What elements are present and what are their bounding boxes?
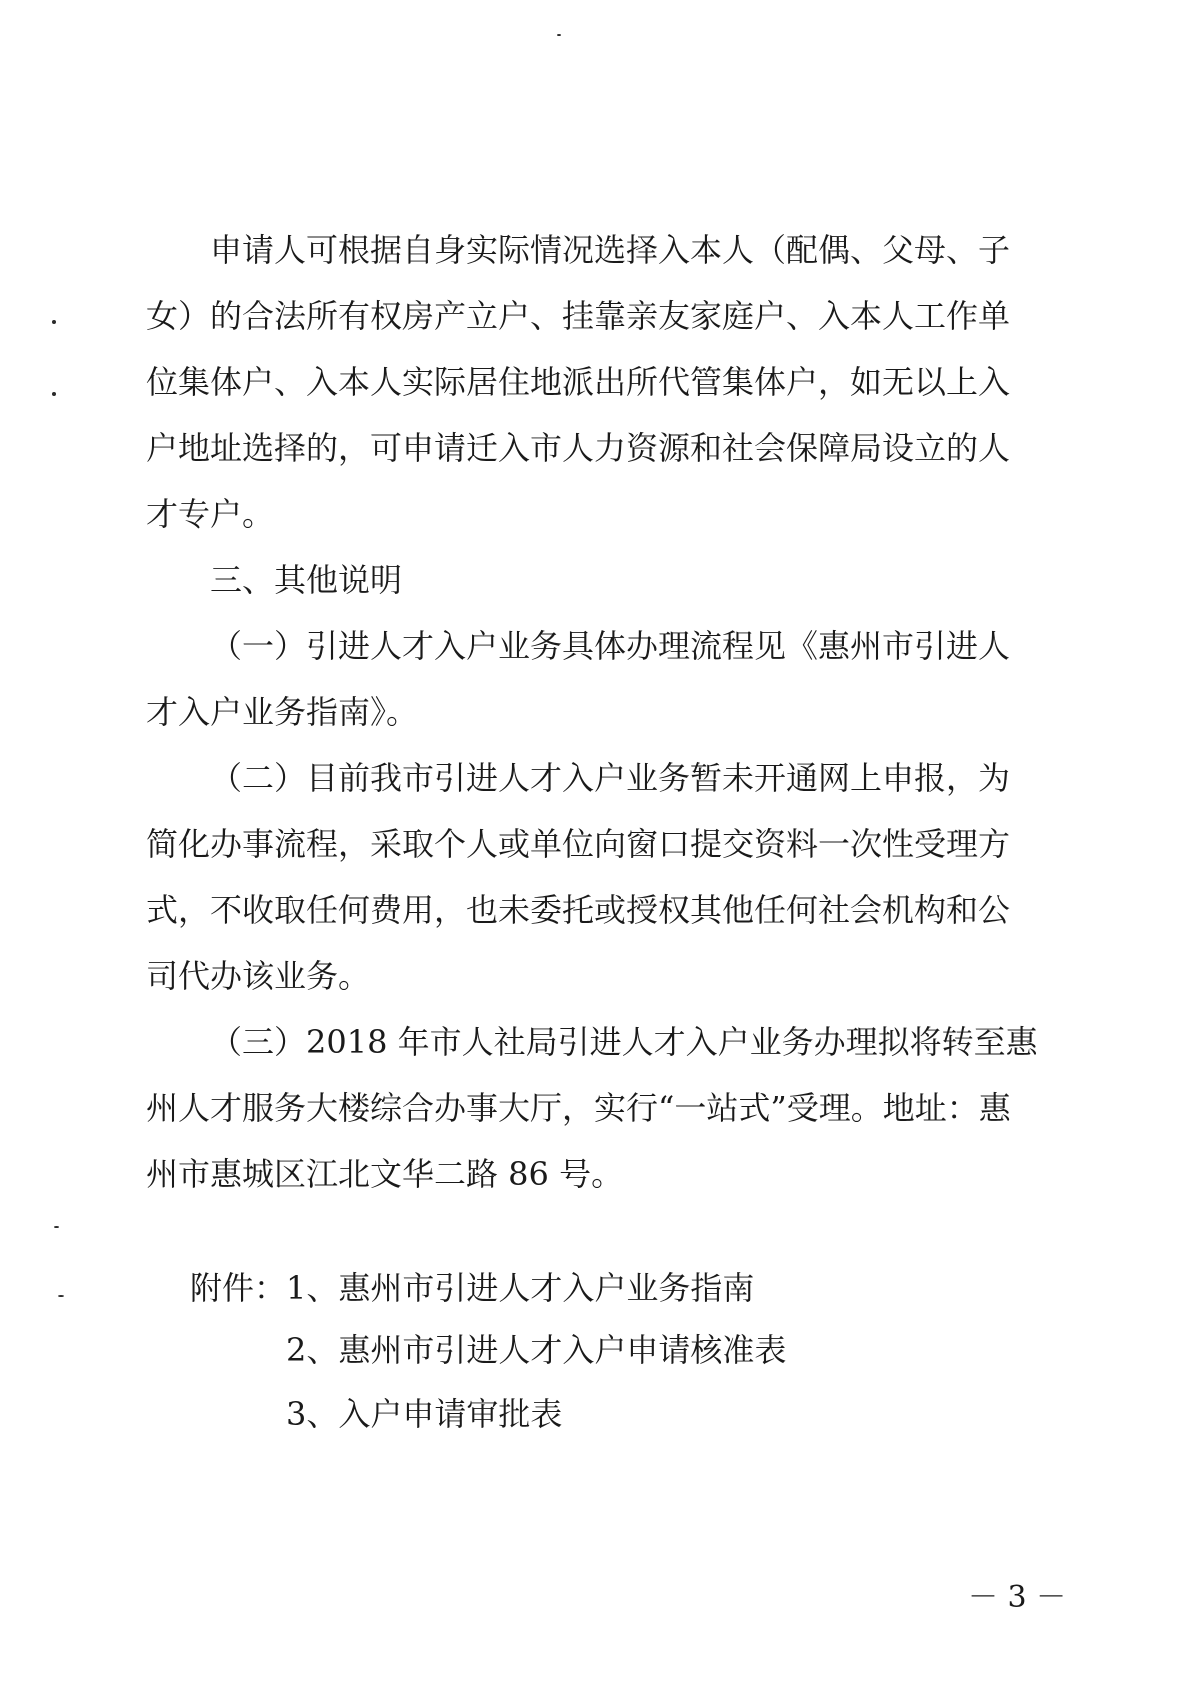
- item-line: [146, 890, 1010, 930]
- item-text: （一）引进人才入户业务具体办理流程见《惠州市引进人: [210, 627, 1011, 665]
- scan-speck: [52, 392, 56, 396]
- attachment-item-text: 1、惠州市引进人才入户业务指南: [286, 1269, 755, 1307]
- item-line: [146, 1088, 1011, 1128]
- paragraph-line: [146, 494, 274, 534]
- item-line: [146, 956, 370, 996]
- page-number: [968, 1580, 1066, 1616]
- attachment-item-text: 3、入户申请审批表: [286, 1395, 563, 1433]
- item-text: （三）2018 年市人社局引进人才入户业务办理拟将转至惠: [210, 1023, 1038, 1061]
- attachments-label-text: 附件：: [190, 1269, 287, 1307]
- item-line: [210, 626, 1010, 666]
- item-line: [146, 692, 418, 732]
- paragraph-text: 申请人可根据自身实际情况选择入本人（配偶、父母、子: [210, 231, 1011, 269]
- item-line: [210, 758, 1010, 798]
- paragraph-line: [146, 362, 1034, 402]
- attachment-item: [286, 1268, 754, 1308]
- paragraph-text: 才专户。: [146, 495, 275, 533]
- item-text: 司代办该业务。: [146, 957, 371, 995]
- section-heading-text: 三、其他说明: [210, 561, 403, 599]
- item-text: 才入户业务指南》。: [146, 693, 419, 731]
- item-text: （二）目前我市引进人才入户业务暂未开通网上申报，为: [210, 759, 1011, 797]
- paragraph-text: 户地址选择的，可申请迁入市人力资源和社会保障局设立的人: [146, 429, 1011, 467]
- item-text: 州人才服务大楼综合办事大厅，实行“一站式”受理。地址：惠: [146, 1089, 1011, 1127]
- item-line: [146, 1154, 623, 1194]
- attachment-item-text: 2、惠州市引进人才入户申请核准表: [286, 1331, 787, 1369]
- item-line: [146, 824, 1010, 864]
- attachment-item: [286, 1330, 786, 1370]
- scan-speck: [52, 320, 56, 324]
- page-number-text: － 3 －: [968, 1580, 1067, 1615]
- section-heading: [210, 560, 402, 600]
- scan-speck: [557, 34, 561, 36]
- paragraph-text: 女）的合法所有权房产立户、挂靠亲友家庭户、入本人工作单: [146, 297, 1011, 335]
- scan-speck: [54, 1226, 59, 1228]
- item-text: 州市惠城区江北文华二路 86 号。: [146, 1155, 624, 1193]
- item-line: [210, 1022, 1038, 1062]
- paragraph-line: [210, 230, 1034, 270]
- paragraph-text: 位集体户、入本人实际居住地派出所代管集体户，如无以上入: [146, 363, 1011, 401]
- attachment-item: [286, 1394, 562, 1434]
- attachments-label: [190, 1268, 286, 1308]
- paragraph-line: [146, 296, 1034, 336]
- paragraph-line: [146, 428, 1034, 468]
- item-text: 式，不收取任何费用，也未委托或授权其他任何社会机构和公: [146, 891, 1011, 929]
- scan-speck: [58, 1295, 64, 1297]
- item-text: 简化办事流程，采取个人或单位向窗口提交资料一次性受理方: [146, 825, 1011, 863]
